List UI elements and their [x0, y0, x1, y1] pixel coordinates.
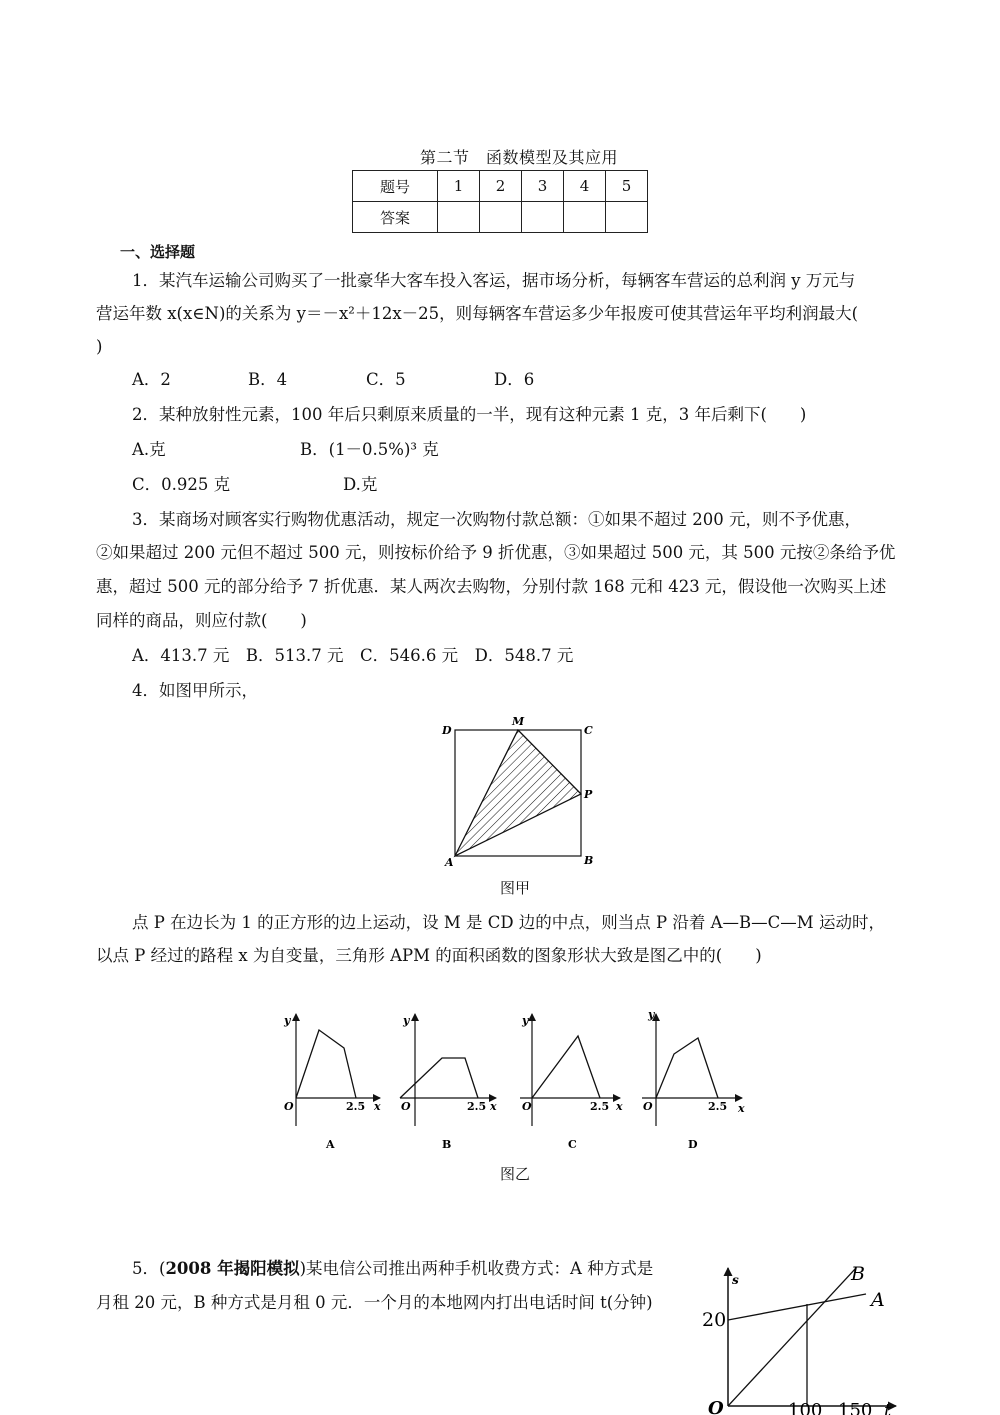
q2-option-d: D.克	[343, 475, 378, 494]
question-number: 2	[480, 171, 522, 202]
q5-x-tick-150: 150	[838, 1400, 873, 1415]
graph-c-x-label: x	[616, 1100, 623, 1113]
question-number: 5	[606, 171, 648, 202]
answer-cell[interactable]	[564, 202, 606, 233]
section-heading: 一、选择题	[120, 243, 196, 261]
q5-line-b	[728, 1268, 856, 1406]
q3-options: A．413.7 元 B．513.7 元 C．546.6 元 D．548.7 元	[132, 646, 574, 665]
graph-c-y-label: y	[522, 1014, 529, 1027]
q5-line1	[132, 1258, 653, 1280]
q5-line1-pre: 5．(	[132, 1259, 166, 1278]
q5-line2: 月租 20 元，B 种方式是月租 0 元．一个月的本地网内打出电话时间 t(分钟)	[96, 1293, 653, 1312]
answer-table	[352, 170, 648, 233]
graph-c	[520, 1014, 623, 1151]
label-b: B	[584, 854, 594, 867]
q2-line1: 2．某种放射性元素，100 年后只剩原来质量的一半，现有这种元素 1 克，3 年后剩下( )	[132, 405, 807, 424]
q3-line1: 3．某商场对顾客实行购物优惠活动，规定一次购物付款总额：①如果不超过 200 元，则不予优惠，	[132, 510, 861, 529]
q5-line-a-label: A	[871, 1289, 885, 1311]
graph-b-x-tick: 2.5	[467, 1100, 487, 1113]
graph-d-label: D	[688, 1138, 698, 1151]
graph-d-curve	[656, 1038, 718, 1098]
q2-option-b: B．(1－0.5%)³ 克	[300, 440, 439, 459]
q1-line3: )	[96, 337, 103, 356]
q4-line2: 点 P 在边长为 1 的正方形的边上运动，设 M 是 CD 边的中点，则当点 P 沿着 A—B—C—M 运动时，	[132, 913, 885, 932]
question-number: 1	[438, 171, 480, 202]
q1-option-a: A．2	[132, 370, 171, 389]
graph-a-y-label: y	[284, 1014, 291, 1027]
graph-b-x-label: x	[490, 1100, 497, 1113]
answer-table-number-header: 题号	[353, 171, 438, 202]
q5-y-tick-20: 20	[702, 1309, 727, 1331]
graph-b-y-label: y	[403, 1014, 410, 1027]
q4-line1: 4．如图甲所示，	[132, 681, 258, 700]
q1-line2: 营运年数 x(x∈N)的关系为 y＝－x²＋12x－25，则每辆客车营运多少年报废可使其营运年平均利润最大(	[96, 304, 859, 323]
label-m: M	[512, 715, 525, 728]
q3-line3: 惠，超过 500 元的部分给予 7 折优惠．某人两次去购物，分别付款 168 元和 423 元，假设他一次购买上述	[96, 577, 887, 596]
question-number: 4	[564, 171, 606, 202]
graph-a	[283, 1014, 381, 1151]
q3-line2: ②如果超过 200 元但不超过 500 元，则按标价给予 9 折优惠，③如果超过 500 元，其 500 元按②条给予优	[96, 543, 896, 562]
graph-d-x-label: x	[738, 1102, 745, 1115]
q5-line-b-label: B	[851, 1263, 865, 1285]
answer-table-answer-header: 答案	[353, 202, 438, 233]
graph-a-x-tick: 2.5	[346, 1100, 366, 1113]
answer-cell[interactable]	[480, 202, 522, 233]
label-c: C	[584, 724, 593, 737]
figure-jia	[436, 712, 606, 872]
answer-table-answer-row	[353, 202, 648, 233]
graph-b-label: B	[442, 1138, 452, 1151]
answer-cell[interactable]	[606, 202, 648, 233]
graph-a-origin: O	[284, 1100, 294, 1113]
q2-option-c: C．0.925 克	[132, 475, 231, 494]
q3-line4: 同样的商品，则应付款( )	[96, 611, 307, 630]
triangle-apm	[455, 730, 581, 856]
q1-line1: 1．某汽车运输公司购买了一批豪华大客车投入客运，据市场分析，每辆客车营运的总利润 y 万元与	[132, 271, 856, 290]
graph-c-origin: O	[522, 1100, 532, 1113]
graph-d-x-tick: 2.5	[708, 1100, 728, 1113]
label-d: D	[442, 724, 452, 737]
graph-a-curve	[296, 1030, 356, 1098]
answer-cell[interactable]	[522, 202, 564, 233]
graph-b	[400, 1014, 497, 1151]
q2-option-a: A.克	[132, 440, 166, 459]
figure-jia-caption: 图甲	[500, 879, 531, 897]
q1-option-b: B．4	[248, 370, 288, 389]
q5-x-tick-100: 100	[788, 1400, 823, 1415]
label-a: A	[445, 856, 454, 869]
graph-a-label: A	[326, 1138, 335, 1151]
graph-b-curve	[400, 1058, 478, 1098]
graph-d	[642, 1008, 745, 1151]
page-title: 第二节 函数模型及其应用	[420, 148, 619, 167]
question-number: 3	[522, 171, 564, 202]
answer-cell[interactable]	[438, 202, 480, 233]
q5-t-label: t	[884, 1400, 892, 1415]
q5-origin: O	[708, 1398, 724, 1415]
q1-option-c: C．5	[366, 370, 406, 389]
graph-c-label: C	[568, 1138, 577, 1151]
figure-q5	[696, 1258, 900, 1415]
graph-a-x-label: x	[374, 1100, 381, 1113]
q1-option-d: D．6	[494, 370, 535, 389]
graph-c-curve	[532, 1036, 600, 1098]
q5-line1-post: )某电信公司推出两种手机收费方式：A 种方式是	[299, 1259, 654, 1278]
label-p: P	[584, 788, 593, 801]
figure-yi-caption: 图乙	[500, 1165, 531, 1183]
graph-b-origin: O	[401, 1100, 411, 1113]
q5-line-a	[728, 1294, 866, 1320]
q5-s-label: s	[732, 1273, 739, 1287]
answer-table-number-row	[353, 171, 648, 202]
graph-d-origin: O	[643, 1100, 653, 1113]
figure-yi	[270, 1008, 760, 1158]
graph-c-x-tick: 2.5	[590, 1100, 610, 1113]
q5-source: 2008 年揭阳模拟	[165, 1259, 300, 1278]
q4-line3: 以点 P 经过的路程 x 为自变量，三角形 APM 的面积函数的图象形状大致是图乙中的( )	[96, 946, 762, 965]
graph-d-y-label: y	[648, 1008, 655, 1021]
